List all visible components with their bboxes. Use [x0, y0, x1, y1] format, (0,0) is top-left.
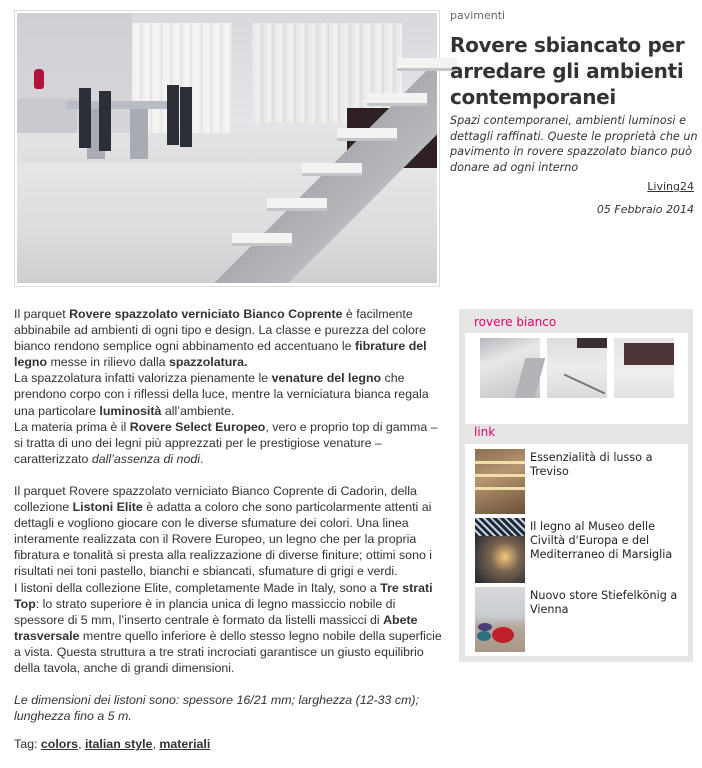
text: che prendono corpo con i riflessi della luce, mentre la verniciatura bianca regala una particolare	[14, 371, 429, 418]
text: Il parquet Rovere spazzolato verniciato Bianco Coprente di Cadorin, della collezione	[14, 483, 417, 515]
photo-stair-step	[302, 163, 362, 173]
text: La spazzolatura infatti valorizza pienamente le	[14, 371, 272, 386]
thumb-detail	[624, 343, 674, 365]
photo-stair-step	[232, 233, 292, 243]
tag-link-italian-style[interactable]: italian style	[84, 737, 153, 752]
bold-text: Rovere spazzolato verniciato Bianco Coprente	[69, 307, 343, 321]
bold-text: luminosità	[99, 403, 162, 418]
store-interior-thumbnail[interactable]	[475, 587, 525, 652]
photo-stair-step	[397, 58, 457, 68]
links-panel	[465, 444, 688, 656]
bold-text: Rovere Select Europeo	[129, 419, 266, 434]
tag-link-colors[interactable]: colors	[40, 737, 79, 752]
photo-chair	[180, 87, 192, 147]
text: .	[199, 451, 204, 466]
gallery-panel	[465, 333, 688, 424]
link-title[interactable]: Il legno al Museo delle Civiltà d'Europa e del Mediterraneo di Marsiglia	[530, 520, 673, 561]
thumb-detail	[475, 461, 525, 464]
text: : lo strato superiore è in plancia unica di legno massiccio nobile di spessore di 5 mm, l’inserto centrale è formato da listelli massicci di	[14, 596, 396, 627]
photo-stair-step	[337, 128, 397, 138]
text: all’ambiente.	[161, 403, 235, 418]
lit-staircase-thumbnail[interactable]	[475, 449, 525, 514]
text: mentre quello inferiore è dello stesso legno nobile della superficie a vista. Questa struttura a tre strati incrociati garantisce un giusto equilibrio della tavola, anche di grandi dimensioni.	[14, 628, 442, 675]
paragraph	[14, 306, 446, 467]
photo-stair-step	[267, 198, 327, 208]
text: , vero e proprio top di gamma – si tratta di uno dei legni più apprezzati per le prestigiose venature – caratterizzato	[14, 419, 438, 466]
photo-table-leg	[130, 109, 148, 159]
text: è adatta a coloro che sono particolarmente attenti ai dettagli e vogliono giocare con le diverse sfumature dei colori. Una linea interamente realizzata con il Rovere Europeo, un legno che per la propria fibratura e tonalità si presta alla realizzazione di diverse finiture; ottimi sono i risultati nei toni pastello, bianchi e sbiancati, sfumature di grigi e verdi.	[14, 500, 433, 579]
category-label[interactable]: pavimenti	[450, 9, 506, 22]
thumb-detail	[478, 623, 492, 631]
gallery-heading: rovere bianco	[474, 315, 557, 329]
bold-text: spazzolatura.	[168, 355, 248, 370]
bold-text: fibrature del legno	[14, 339, 427, 370]
interior-staircase-photo[interactable]	[17, 13, 437, 283]
paragraph	[14, 483, 446, 676]
photo-chair	[79, 88, 91, 148]
tag-list: Tag: colors, italian style, materiali	[14, 737, 211, 752]
tag-link-materiali[interactable]: materiali	[159, 737, 211, 752]
link-title[interactable]: Essenzialità di lusso a Treviso	[530, 451, 653, 478]
hero-image-frame	[14, 10, 440, 287]
thumb-detail	[577, 338, 607, 348]
photo-stair-step	[367, 93, 427, 103]
thumb-detail	[492, 627, 514, 643]
museum-lattice-thumbnail[interactable]	[475, 518, 525, 583]
source-link[interactable]: Living24	[647, 180, 694, 193]
text: I listoni della collezione Elite, completamente Made in Italy, sono a	[14, 580, 381, 595]
sidebar	[459, 309, 693, 662]
photo-chair	[99, 91, 111, 151]
white-floor-staircase-thumbnail[interactable]	[480, 338, 540, 398]
article-summary: Spazi contemporanei, ambienti luminosi e dettagli raffinati. Queste le proprietà che un pavimento in rovere spazzolato bianco può donare ad ogni interno	[450, 114, 698, 174]
links-heading: link	[474, 425, 496, 439]
link-title[interactable]: Nuovo store Stiefelkönig a Vienna	[530, 589, 678, 616]
tags-label: Tag:	[14, 737, 41, 752]
link-item[interactable]	[475, 449, 685, 514]
brown-sofa-thumbnail[interactable]	[614, 338, 674, 398]
thumb-detail	[515, 358, 546, 398]
glass-railing-thumbnail[interactable]	[547, 338, 607, 398]
text: messe in rilievo dalla	[47, 355, 169, 370]
article-body	[14, 306, 446, 768]
thumb-detail	[475, 518, 525, 536]
thumb-detail	[477, 631, 491, 641]
bold-text: Tre strati Top	[14, 580, 433, 611]
link-item[interactable]	[475, 518, 685, 583]
bold-text: Listoni Elite	[72, 500, 143, 515]
thumb-detail	[564, 374, 606, 395]
thumb-detail	[475, 474, 525, 477]
text: La materia prima è il	[14, 419, 130, 434]
italic-text: dall’assenza di nodi	[91, 451, 200, 466]
article-title: Rovere sbiancato per arredare gli ambienti contemporanei	[450, 33, 685, 109]
photo-red-vase	[34, 69, 44, 89]
photo-chair	[167, 85, 179, 145]
italic-text: Le dimensioni dei listoni sono: spessore 16/21 mm; larghezza (12-33 cm); lunghezza fino a 5 m.	[14, 693, 419, 724]
text: Il parquet	[14, 307, 70, 321]
text: è facilmente abbinabile ad ambienti di ogni tipo e design. La classe e purezza del colore bianco rendono semplice ogni abbinamento ed accentuano le	[14, 307, 426, 354]
publish-date: 05 Febbraio 2014	[596, 203, 694, 216]
bold-text: venature del legno	[271, 371, 382, 386]
link-item[interactable]	[475, 587, 685, 652]
dimensions-paragraph	[14, 692, 446, 724]
thumb-detail	[475, 487, 525, 490]
bold-text: Abete trasversale	[14, 612, 418, 643]
